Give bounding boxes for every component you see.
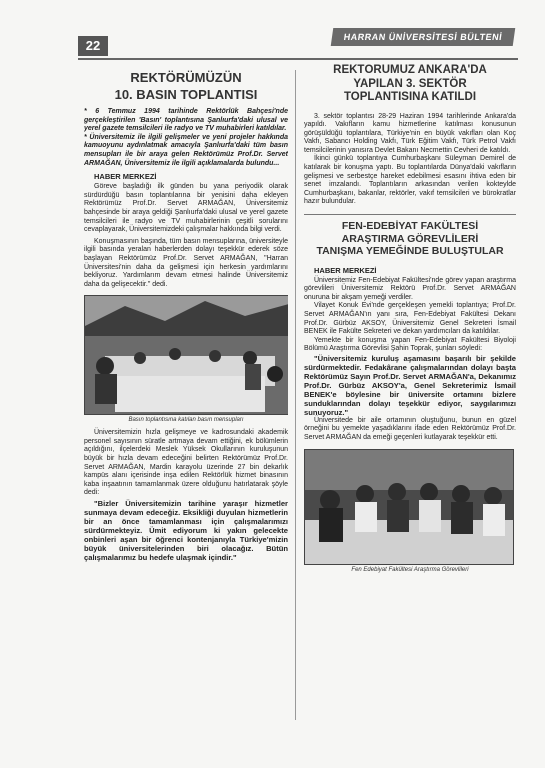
left-title-line2: 10. BASIN TOPLANTISI: [114, 87, 258, 102]
left-title-line1: REKTÖRÜMÜZÜN: [130, 70, 242, 85]
right-bottom-para-2: Vilayet Konuk Evi'nde gerçekleşen yemekli toplantıya; Prof.Dr. Servet ARMAĞAN'ın yanı sıra, Fen-Edebiyat Fakültesi Dekanı Prof.Dr. Gürbüz AKSOY, Üniversitemiz Genel Sekreteri İsmail BENEK ile Fakülte Sekreteri ve dekan yardımcıları da katıldılar.: [304, 302, 516, 336]
left-para-2: Konuşmasının başında, tüm basın mensuplarına, üniversiteyle ilgili basında yeralan haberlerden dolayı teşekkür ederek söze başlayan Rektörümüz Prof.Dr. Servet ARMAĞAN, "Harran Üniversitesi'nin daha da gelişmesi için herkesin yardımlarını bekliyoruz. Yardımlarım devam etmesi halinde Üniversitemiz daha da gelişecektir." dedi.: [84, 237, 288, 288]
left-quote: "Bizler Üniversitemizin tarihine yaraşır hizmetler sunmaya devam edeceğiz. Eksikliği duyulan hizmetlerin bir an önce tamamlanması için çalışmalarımızı sürdürmekteyiz. Ümit ediyorum ki yakın gelecekte onbinleri aşan bir öğrenci kontenjanıyla Türkiye'mizin büyük üniversitelerinden biri olacağız. Bütün çalışmalarımız bu hedefe ulaşmak içindir.": [84, 499, 288, 563]
press-meeting-photo: [84, 295, 288, 415]
page-number: 22: [78, 36, 108, 56]
right-bottom-body: [304, 277, 516, 443]
left-para-1: Göreve başladığı ilk günden bu yana periyodik olarak sürdürdüğü basın toplantılarına bir yenisini daha ekleyen Rektörümüz Prof.Dr. Servet ARMAĞAN, Üniversitemiz bahçesinde bir araya geldiği Şanlıurfa'daki ulusal ve yerel gazete temsilcileri ile radyo ve TV muhabirlerinin çeşitli sorularını cevaplayarak, Üniversitemizdeki çalışmalar hakkında bilgi verdi.: [84, 183, 288, 234]
right-bottom-para-1: Üniversitemiz Fen-Edebiyat Fakültesi'nde görev yapan araştırma görevlileri Üniversitemiz Rektörü Prof.Dr. Servet ARMAĞAN onuruna bir akşam yemeği verdiler.: [304, 276, 516, 301]
right-byline: HABER MERKEZİ: [314, 265, 377, 275]
dinner-image: [305, 450, 513, 564]
right-top-para-1: 3. sektör toplantısı 28-29 Haziran 1994 tarihlerinde Ankara'da yapıldı. Vakıfların kamu hizmetlerine katılması konusunun görüşüldüğü toplantılara, Türkiye'nin en büyük vakıfları olan Koç Vakfı, Sabancı Holding Vakfı, Türk Eğitim Vakfı, Türk Petrol Vakfı temsilcilerinin yanısıra Devlet Bakanı Necmettin Cevheri de katıldı.: [304, 112, 516, 154]
left-body-2: [84, 429, 288, 562]
column-separator: [295, 70, 296, 720]
left-intro-2: * Üniversitemiz ile ilgili gelişmeler ve yeni projeler hakkında kamuoyunu aydınlatmak amacıyla Şanlıurfa'daki tüm basın mensupları ile bir araya gelen Rektörümüz Prof.Dr. Servet ARMAĞAN, Üniversitemiz ile ilgili açıklamalarda bulundu...: [84, 133, 288, 167]
left-para-3: Üniversitemizin hızla gelişmeye ve kadrosundaki akademik personel sayısının süratle artmaya devam ettiğini, ek bölümlerin açıldığını, ilçelerdeki Meslek Yüksek Okullarının kuruluşunun büyük bir hızla devam edeceğini belirten Rektörümüz Prof.Dr. Servet ARMAĞAN, Mardin karayolu üzerinde 27 bin dekarlık kampüs alanı içerisinde inşa edilen Rektörlük hizmet binasının kaba inşaatının tamamlanmak üzere olduğunu hatırlatarak şöyle dedi:: [84, 429, 288, 497]
right-bottom-para-4: Üniversitede bir aile ortamının oluştuğunu, bunun en güzel örneğini bu yemekte yaşadıklarını ifade eden Rektörümüz Prof.Dr. Servet ARMAĞAN da emeği geçenleri kutlayarak teşekkür etti.: [304, 416, 516, 442]
right-bottom-quote: "Üniversitemiz kuruluş aşamasını başarılı bir şekilde sürdürmektedir. Fedakârane çalışmalarından dolayı başta Rektörümüz Sayın Prof.Dr. Servet ARMAĞAN'a, Dekanımız Prof.Dr. Gürbüz AKSOY'a, Genel Sekreterimiz İsmail BENEK'e böylesine bir üniversite ortamını bizlere sunduklarından dolayı teşekkür ediyor, saygılarımızı sunuyoruz.": [304, 353, 516, 417]
bulletin-header: HARRAN ÜNİVERSİTESİ BÜLTENİ: [331, 28, 516, 46]
dinner-photo: [304, 449, 514, 565]
right-divider: [304, 214, 516, 215]
press-meeting-image: [85, 296, 288, 414]
right-top-title-line3: TOPLANTISINA KATILDI: [343, 91, 477, 103]
right-bottom-title-line3: TANIŞMA YEMEĞİNDE BULUŞTULAR: [316, 245, 504, 258]
dinner-caption: Fen Edebiyat Fakültesi Araştırma Görevlileri: [351, 566, 469, 573]
right-top-title-line2: YAPILAN 3. SEKTÖR: [353, 77, 467, 90]
left-body: [84, 183, 288, 289]
right-bottom-title-line2: ARAŞTIRMA GÖREVLİLERİ: [341, 232, 479, 245]
left-intro: [84, 108, 288, 168]
left-intro-1: * 6 Temmuz 1994 tarihinde Rektörlük Bahçesi'nde gerçekleştirilen 'Basın' toplantısına Şanlıurfa'daki ulusal ve yerel gazete temsilcileri ile radyo ve TV muhabirleri katıldılar.: [84, 108, 288, 133]
header-rule: [78, 58, 518, 60]
right-column: [304, 64, 516, 724]
right-top-para-2: İkinci günkü toplantıya Cumhurbaşkanı Süleyman Demirel de katılarak bir konuşma yaptı. Bu toplantılarda Dünya'daki vakıfların gelişmesi ve serbestçe hareket edebilmesi esasını ihtiva eden bir senet imzalandı. Toplantıların arkasından verilen kokteylde Cumhurbaşkanı, bakanlar, rektörler, vakıf temsilcileri ve bürokratlar hazır bulundular.: [304, 155, 516, 206]
right-bottom-para-3: Yemekte bir konuşma yapan Fen-Edebiyat Fakültesi Biyoloji Bölümü Araştırma Görevlisi Şahin Toprak, şunları söyledi:: [304, 336, 516, 353]
right-bottom-title-line1: FEN-EDEBİYAT FAKÜLTESİ: [341, 220, 479, 233]
right-top-title-line1: REKTÖRÜMÜZ ANKARA'DA: [333, 64, 487, 76]
left-byline: HABER MERKEZİ: [94, 172, 157, 182]
right-top-body: [304, 113, 516, 208]
press-meeting-caption: Basın toplantısına katılan basın mensupları: [128, 417, 244, 424]
left-article: [84, 68, 288, 728]
